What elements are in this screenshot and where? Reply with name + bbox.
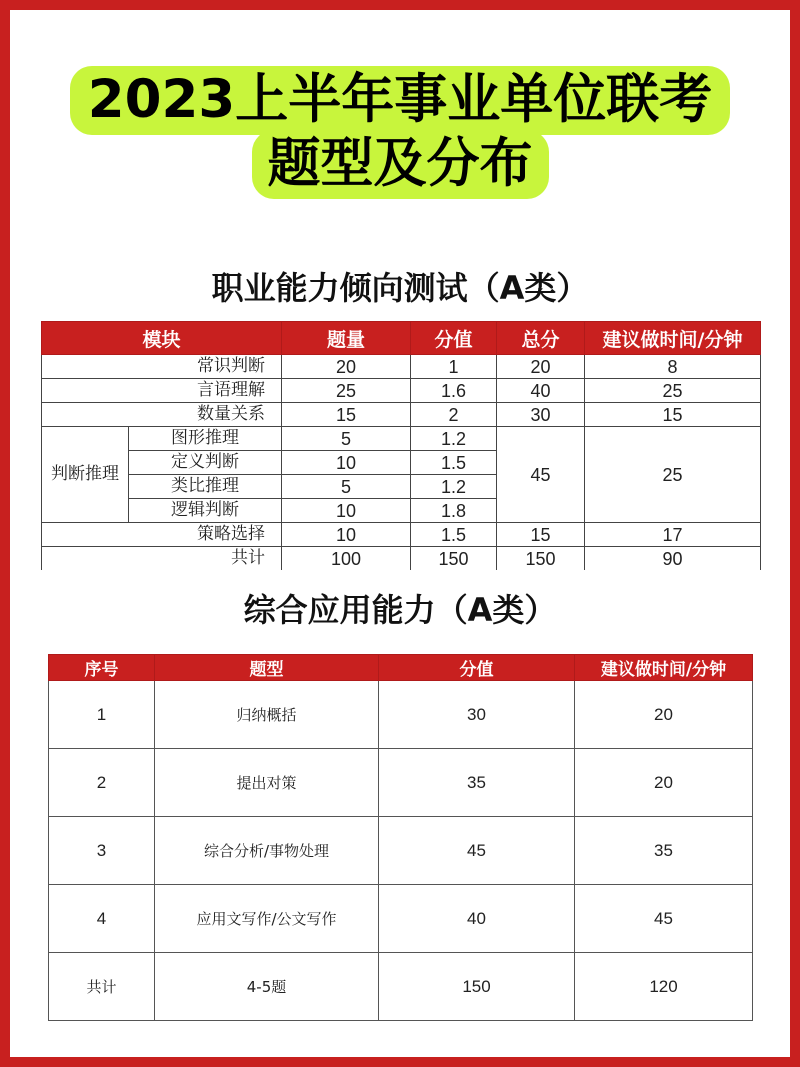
sub-module-name: 类比推理 xyxy=(129,475,282,499)
question-type: 应用文写作/公文写作 xyxy=(155,885,379,953)
score-per-question: 1.2 xyxy=(411,475,497,499)
title-highlight-1: 2023上半年事业单位联考 xyxy=(70,66,731,135)
suggested-time: 120 xyxy=(575,953,753,1021)
score-per-question: 1.2 xyxy=(411,427,497,451)
module-name: 数量关系 xyxy=(42,403,282,427)
question-type: 归纳概括 xyxy=(155,681,379,749)
column-header-score: 分值 xyxy=(411,322,497,355)
question-type: 提出对策 xyxy=(155,749,379,817)
question-type: 4-5题 xyxy=(155,953,379,1021)
row-index: 4 xyxy=(49,885,155,953)
aptitude-test-table xyxy=(41,321,761,570)
suggested-time: 20 xyxy=(575,681,753,749)
total-label: 共计 xyxy=(42,547,282,571)
score: 45 xyxy=(379,817,575,885)
row-index: 1 xyxy=(49,681,155,749)
sub-module-name: 逻辑判断 xyxy=(129,499,282,523)
column-header-total: 总分 xyxy=(497,322,585,355)
question-count: 5 xyxy=(282,475,411,499)
table-row xyxy=(42,523,761,547)
column-header-count: 题量 xyxy=(282,322,411,355)
total-score: 150 xyxy=(497,547,585,571)
module-name: 策略选择 xyxy=(42,523,282,547)
score-per-question: 150 xyxy=(411,547,497,571)
score: 40 xyxy=(379,885,575,953)
question-count: 10 xyxy=(282,523,411,547)
question-count: 15 xyxy=(282,403,411,427)
sub-module-name: 定义判断 xyxy=(129,451,282,475)
section-heading-essay: 综合应用能力（A类） xyxy=(243,591,557,629)
column-header-type: 题型 xyxy=(155,655,379,681)
question-count: 100 xyxy=(282,547,411,571)
module-name: 常识判断 xyxy=(42,355,282,379)
group-name: 判断推理 xyxy=(42,427,129,523)
suggested-time: 35 xyxy=(575,817,753,885)
total-score: 40 xyxy=(497,379,585,403)
score: 35 xyxy=(379,749,575,817)
suggested-time: 15 xyxy=(585,403,761,427)
table-row xyxy=(42,379,761,403)
column-header-module: 模块 xyxy=(42,322,282,355)
column-header-time: 建议做时间/分钟 xyxy=(585,322,761,355)
table-header-row xyxy=(42,322,761,355)
title-highlight-2: 题型及分布 xyxy=(252,130,549,199)
table-row xyxy=(49,681,753,749)
suggested-time: 8 xyxy=(585,355,761,379)
table-row xyxy=(42,355,761,379)
total-score: 15 xyxy=(497,523,585,547)
score-per-question: 1 xyxy=(411,355,497,379)
table-row xyxy=(49,749,753,817)
score: 150 xyxy=(379,953,575,1021)
table-row xyxy=(49,885,753,953)
score-per-question: 1.5 xyxy=(411,523,497,547)
suggested-time: 90 xyxy=(585,547,761,571)
page-title-line-2 xyxy=(0,130,800,199)
score-per-question: 2 xyxy=(411,403,497,427)
table-row-total xyxy=(49,953,753,1021)
suggested-time: 45 xyxy=(575,885,753,953)
row-index: 3 xyxy=(49,817,155,885)
table-row xyxy=(42,403,761,427)
column-header-index: 序号 xyxy=(49,655,155,681)
suggested-time: 25 xyxy=(585,379,761,403)
table-row-total xyxy=(42,547,761,571)
suggested-time: 25 xyxy=(585,427,761,523)
essay-test-table xyxy=(48,654,753,1021)
module-name: 言语理解 xyxy=(42,379,282,403)
question-type: 综合分析/事物处理 xyxy=(155,817,379,885)
page-title-line-1 xyxy=(0,66,800,135)
question-count: 25 xyxy=(282,379,411,403)
table-header-row xyxy=(49,655,753,681)
question-count: 20 xyxy=(282,355,411,379)
score-per-question: 1.8 xyxy=(411,499,497,523)
section-heading-aptitude: 职业能力倾向测试（A类） xyxy=(211,269,589,307)
total-label: 共计 xyxy=(49,953,155,1021)
question-count: 5 xyxy=(282,427,411,451)
suggested-time: 20 xyxy=(575,749,753,817)
score-per-question: 1.5 xyxy=(411,451,497,475)
score: 30 xyxy=(379,681,575,749)
sub-module-name: 图形推理 xyxy=(129,427,282,451)
question-count: 10 xyxy=(282,451,411,475)
total-score: 30 xyxy=(497,403,585,427)
score-per-question: 1.6 xyxy=(411,379,497,403)
table-row xyxy=(42,427,761,451)
total-score: 45 xyxy=(497,427,585,523)
row-index: 2 xyxy=(49,749,155,817)
table-row xyxy=(49,817,753,885)
column-header-score: 分值 xyxy=(379,655,575,681)
column-header-time: 建议做时间/分钟 xyxy=(575,655,753,681)
total-score: 20 xyxy=(497,355,585,379)
question-count: 10 xyxy=(282,499,411,523)
suggested-time: 17 xyxy=(585,523,761,547)
